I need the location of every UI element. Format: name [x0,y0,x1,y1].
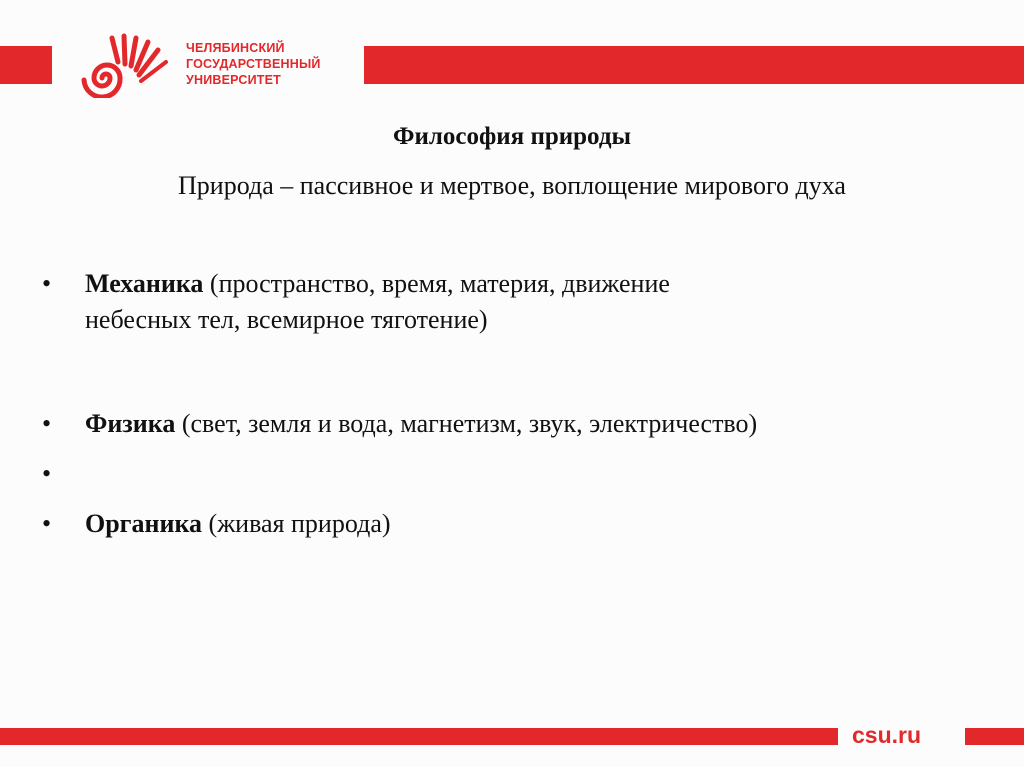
slide-subtitle: Природа – пассивное и мертвое, воплощение мирового духа [178,171,846,200]
footer-bar-right [965,728,1024,745]
university-name-line-3: УНИВЕРСИТЕТ [186,73,281,87]
bullet-dot: • [42,409,52,438]
bullet-dot: • [42,459,52,488]
bullet-description-line-2: небесных тел, всемирное тяготение) [85,305,488,334]
bullet-dot: • [42,509,52,538]
bullet-description: (свет, земля и вода, магнетизм, звук, электричество) [175,409,758,438]
university-name-line-2: ГОСУДАРСТВЕННЫЙ [186,57,321,71]
bullet-text [85,506,985,542]
footer-url[interactable]: csu.ru [852,722,922,748]
header-bar-left [0,46,52,84]
csu-swirl-logo-icon [78,32,178,98]
bullet-term: Механика [85,269,204,298]
slide-title: Философия природы [392,123,632,150]
bullet-dot: • [42,269,52,298]
university-name-line-1: ЧЕЛЯБИНСКИЙ [186,41,285,55]
header-bar-right [364,46,1024,84]
bullet-term: Органика [85,509,203,538]
bullet-description: (живая природа) [202,509,391,538]
bullet-text [85,406,985,442]
bullet-term: Физика [85,409,176,438]
bullet-text [85,266,985,338]
footer-bar-left [0,728,838,745]
university-name [186,40,321,88]
bullet-description: (пространство, время, материя, движение [203,269,670,298]
